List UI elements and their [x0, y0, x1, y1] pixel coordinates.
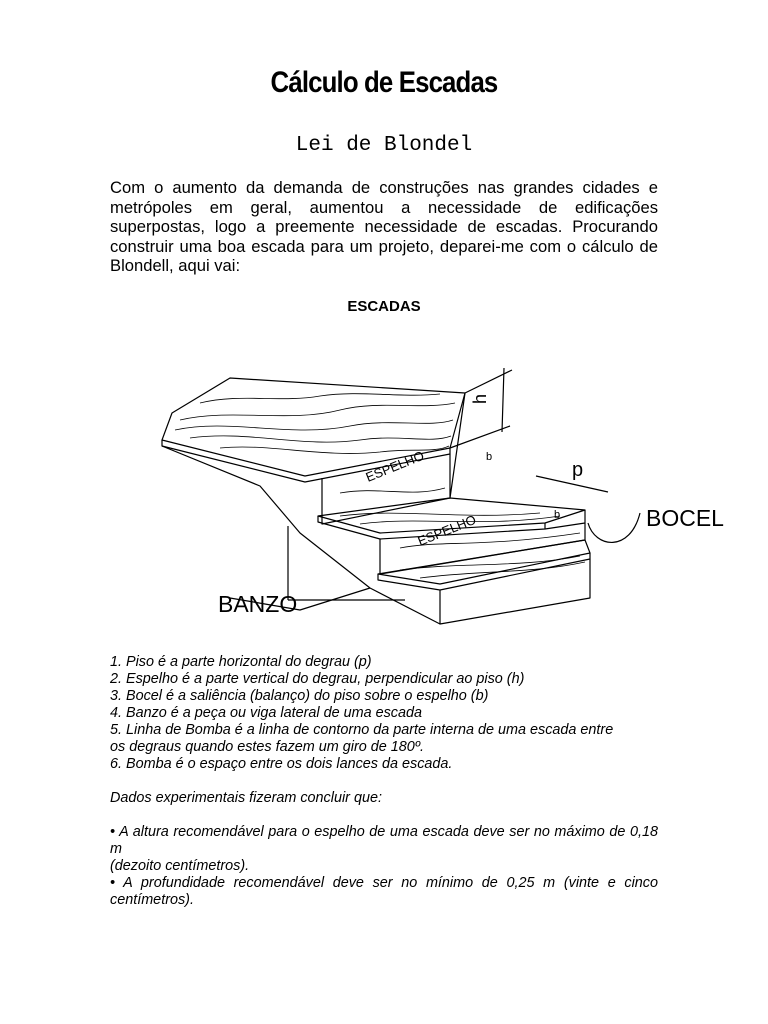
b-upper-label: b: [486, 451, 493, 463]
definition-item: 1. Piso é a parte horizontal do degrau (p): [110, 654, 372, 670]
p-label: p: [572, 459, 584, 481]
banzo-label: BANZO: [218, 591, 298, 617]
notes-section: [110, 654, 658, 909]
bullet-item: • A profundidade recomendável deve ser no mínimo de 0,25 m (vinte e cinco centímetros).: [110, 875, 658, 908]
espelho-lower-label: ESPELHO: [415, 511, 479, 549]
conclusion-intro: Dados experimentais fizeram concluir que:: [110, 790, 382, 806]
bocel-label: BOCEL: [646, 505, 724, 531]
staircase-diagram: [140, 348, 730, 628]
document-title: Cálculo de Escadas: [270, 66, 498, 99]
h-label: h: [470, 393, 490, 404]
bocel-curve: [588, 513, 640, 542]
document-subtitle: Lei de Blondel: [295, 134, 473, 157]
b-lower-label: b: [554, 509, 561, 521]
intro-paragraph: Com o aumento da demanda de construções nas grandes cidades e metrópoles em geral, aumentou a necessidade de edificações superpostas, logo a preemente necessidade de escadas. Procurando construir uma boa escada para um projeto, deparei-me com o cálculo de Blondell, aqui vai:: [110, 178, 658, 276]
bullet-item: (dezoito centímetros).: [110, 858, 250, 874]
espelho-upper-label: ESPELHO: [363, 447, 427, 485]
definition-item: 3. Bocel é a saliência (balanço) do piso sobre o espelho (b): [110, 688, 489, 704]
bullet-item: • A altura recomendável para o espelho de uma escada deve ser no máximo de 0,18 m: [110, 824, 658, 857]
section-heading: ESCADAS: [347, 298, 421, 315]
definition-item: 2. Espelho é a parte vertical do degrau, perpendicular ao piso (h): [110, 671, 525, 687]
definition-item: 5. Linha de Bomba é a linha de contorno da parte interna de uma escada entre: [110, 722, 614, 738]
definition-item: 6. Bomba é o espaço entre os dois lances da escada.: [110, 756, 453, 772]
definition-item: 4. Banzo é a peça ou viga lateral de uma escada: [110, 705, 423, 721]
bottom-tread-edge: [378, 553, 590, 590]
definition-item: os degraus quando estes fazem um giro de 180º.: [110, 739, 425, 755]
